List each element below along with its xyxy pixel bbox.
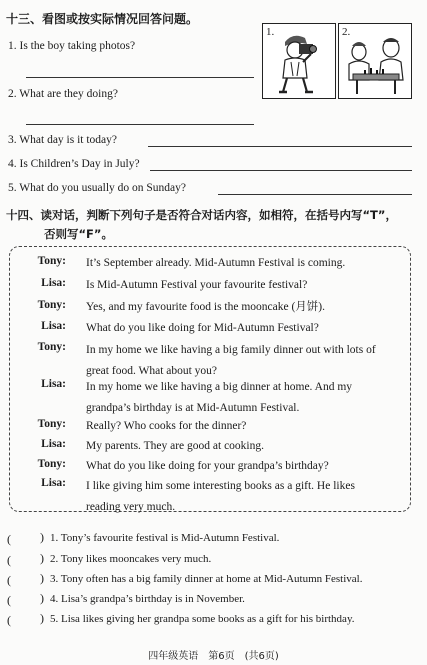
answer-bracket-open[interactable]: ( — [7, 593, 11, 607]
answer-bracket-close: ) — [40, 551, 44, 565]
tf-statement-1: 1. Tony’s favourite festival is Mid-Autumn Festival. — [50, 532, 280, 544]
page-footer: 四年级英语 第6页 (共6页) — [148, 651, 279, 662]
answer-bracket-open[interactable]: ( — [7, 553, 11, 567]
answer-bracket-close: ) — [40, 571, 44, 585]
question-5: 5. What do you usually do on Sunday? — [8, 182, 187, 194]
tf-statement-2: 2. Tony likes mooncakes very much. — [50, 553, 212, 565]
question-4: 4. Is Children’s Day in July? — [8, 158, 140, 170]
tf-statement-4: 4. Lisa’s grandpa’s birthday is in November. — [50, 593, 245, 605]
speaker-label: Tony: — [37, 458, 66, 470]
answer-bracket-open[interactable]: ( — [7, 613, 11, 627]
speaker-label: Lisa: — [41, 320, 66, 332]
question-3: 3. What day is it today? — [8, 134, 118, 146]
speaker-label: Lisa: — [41, 438, 66, 450]
dialogue-line: Is Mid-Autumn Festival your favourite festival? — [86, 279, 308, 291]
answer-bracket-open[interactable]: ( — [7, 532, 11, 546]
speaker-label: Tony: — [37, 299, 66, 311]
answer-line-1[interactable] — [26, 77, 254, 78]
speaker-label: Tony: — [37, 255, 66, 267]
picture-2-number: 2. — [342, 26, 351, 38]
picture-2-frame — [338, 23, 412, 99]
section-14-title-line2: 否则写“F”。 — [44, 227, 113, 241]
speaker-label: Lisa: — [41, 378, 66, 390]
dialogue-line: What do you like doing for your grandpa’s birthday? — [86, 460, 329, 472]
dialogue-line: In my home we like having a big family dinner out with lots of great food. What about you? — [86, 344, 376, 377]
dialogue-line: It’s September already. Mid-Autumn Festival is coming. — [86, 257, 346, 269]
question-1: 1. Is the boy taking photos? — [8, 40, 136, 52]
answer-bracket-open[interactable]: ( — [7, 573, 11, 587]
speaker-label: Lisa: — [41, 477, 66, 489]
dialogue-line: I like giving him some interesting books as a gift. He likes reading very much. — [86, 480, 355, 513]
answer-line-2[interactable] — [26, 124, 254, 125]
answer-line-5[interactable] — [218, 194, 412, 195]
dialogue-line: In my home we like having a big dinner at home. And my grandpa’s birthday is at Mid-Autumn Festival. — [86, 381, 353, 414]
section-13-title: 十三、看图或按实际情况回答问题。 — [6, 12, 199, 26]
dialogue-line: What do you like doing for Mid-Autumn Festival? — [86, 322, 319, 334]
answer-bracket-close: ) — [40, 591, 44, 605]
section-14-title: 十四、读对话，判断下列句子是否符合对话内容，如相符，在括号内写“T”， — [6, 208, 397, 222]
question-2: 2. What are they doing? — [8, 88, 118, 100]
speaker-label: Tony: — [37, 418, 66, 430]
answer-bracket-close: ) — [40, 611, 44, 625]
tf-statement-5: 5. Lisa likes giving her grandpa some books as a gift for his birthday. — [50, 613, 355, 625]
dialogue-line: Really? Who cooks for the dinner? — [86, 420, 247, 432]
answer-line-3[interactable] — [148, 146, 412, 147]
answer-line-4[interactable] — [150, 170, 412, 171]
speaker-label: Tony: — [37, 341, 66, 353]
dialogue-line: Yes, and my favourite food is the mooncake (月饼). — [86, 301, 326, 313]
speaker-label: Lisa: — [41, 277, 66, 289]
picture-1-frame — [262, 23, 336, 99]
answer-bracket-close: ) — [40, 530, 44, 544]
picture-1-number: 1. — [266, 26, 275, 38]
tf-statement-3: 3. Tony often has a big family dinner at home at Mid-Autumn Festival. — [50, 573, 363, 585]
dialogue-line: My parents. They are good at cooking. — [86, 440, 264, 452]
